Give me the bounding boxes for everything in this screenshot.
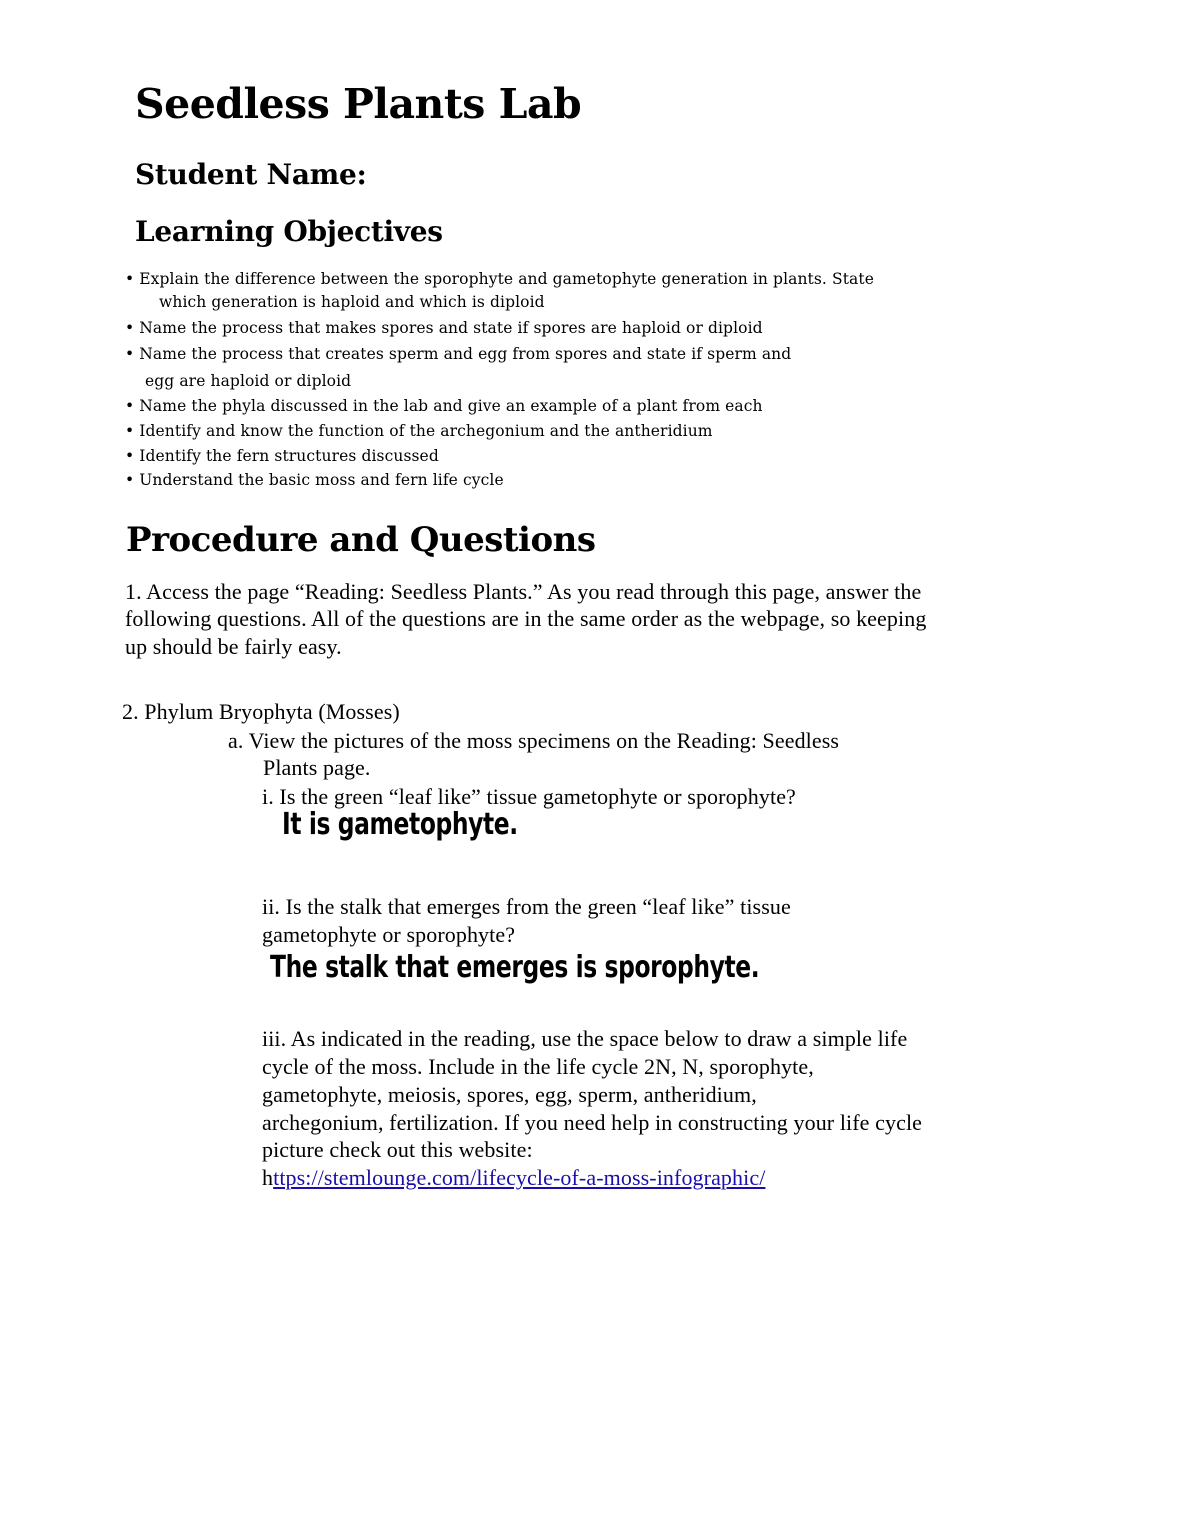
handwritten-answer-i: It is gametophyte. xyxy=(282,807,518,842)
objective-item: • Explain the difference between the sporophyte and gametophyte generation in plants. State xyxy=(125,270,874,288)
question-i: i. Is the green “leaf like” tissue gametophyte or sporophyte? xyxy=(262,784,796,809)
student-name-label: Student Name: xyxy=(135,158,367,191)
objective-item: • Name the process that creates sperm and egg from spores and state if sperm and xyxy=(125,345,792,363)
handwritten-answer-ii: The stalk that emerges is sporophyte. xyxy=(270,950,760,985)
objective-item: • Identify and know the function of the archegonium and the antheridium xyxy=(125,422,713,440)
step2a-line: Plants page. xyxy=(263,755,371,780)
step1-line: following questions. All of the questions are in the same order as the webpage, so keeping xyxy=(125,606,927,631)
objective-item-continuation: which generation is haploid and which is diploid xyxy=(159,293,545,311)
step2-heading: 2. Phylum Bryophyta (Mosses) xyxy=(122,699,400,724)
objective-item-continuation: egg are haploid or diploid xyxy=(145,372,352,390)
question-iii-line: archegonium, fertilization. If you need help in constructing your life cycle xyxy=(262,1110,923,1135)
lifecycle-link-row xyxy=(262,1165,765,1191)
question-iii-line: gametophyte, meiosis, spores, egg, sperm, antheridium, xyxy=(262,1082,757,1107)
question-iii-line: iii. As indicated in the reading, use the space below to draw a simple life xyxy=(262,1026,908,1051)
question-iii-line: cycle of the moss. Include in the life cycle 2N, N, sporophyte, xyxy=(262,1054,814,1079)
question-ii-line: ii. Is the stalk that emerges from the green “leaf like” tissue xyxy=(262,894,791,919)
question-iii-line: picture check out this website: xyxy=(262,1137,533,1162)
step1-line: up should be fairly easy. xyxy=(125,634,342,659)
step2a-line: a. View the pictures of the moss specimens on the Reading: Seedless xyxy=(228,728,840,753)
link-prefix: h xyxy=(262,1165,274,1190)
question-ii-line: gametophyte or sporophyte? xyxy=(262,922,516,947)
procedure-heading: Procedure and Questions xyxy=(126,520,596,560)
page-title: Seedless Plants Lab xyxy=(135,80,582,128)
learning-objectives-heading: Learning Objectives xyxy=(135,215,443,248)
objective-item: • Name the process that makes spores and state if spores are haploid or diploid xyxy=(125,319,763,337)
lifecycle-website-link[interactable]: ttps://stemlounge.com/lifecycle-of-a-moss-infographic/ xyxy=(273,1165,766,1190)
objective-item: • Identify the fern structures discussed xyxy=(125,447,439,465)
objective-item: • Understand the basic moss and fern life cycle xyxy=(125,471,504,489)
step1-line: 1. Access the page “Reading: Seedless Plants.” As you read through this page, answer the xyxy=(125,579,922,604)
objective-item: • Name the phyla discussed in the lab and give an example of a plant from each xyxy=(125,397,763,415)
